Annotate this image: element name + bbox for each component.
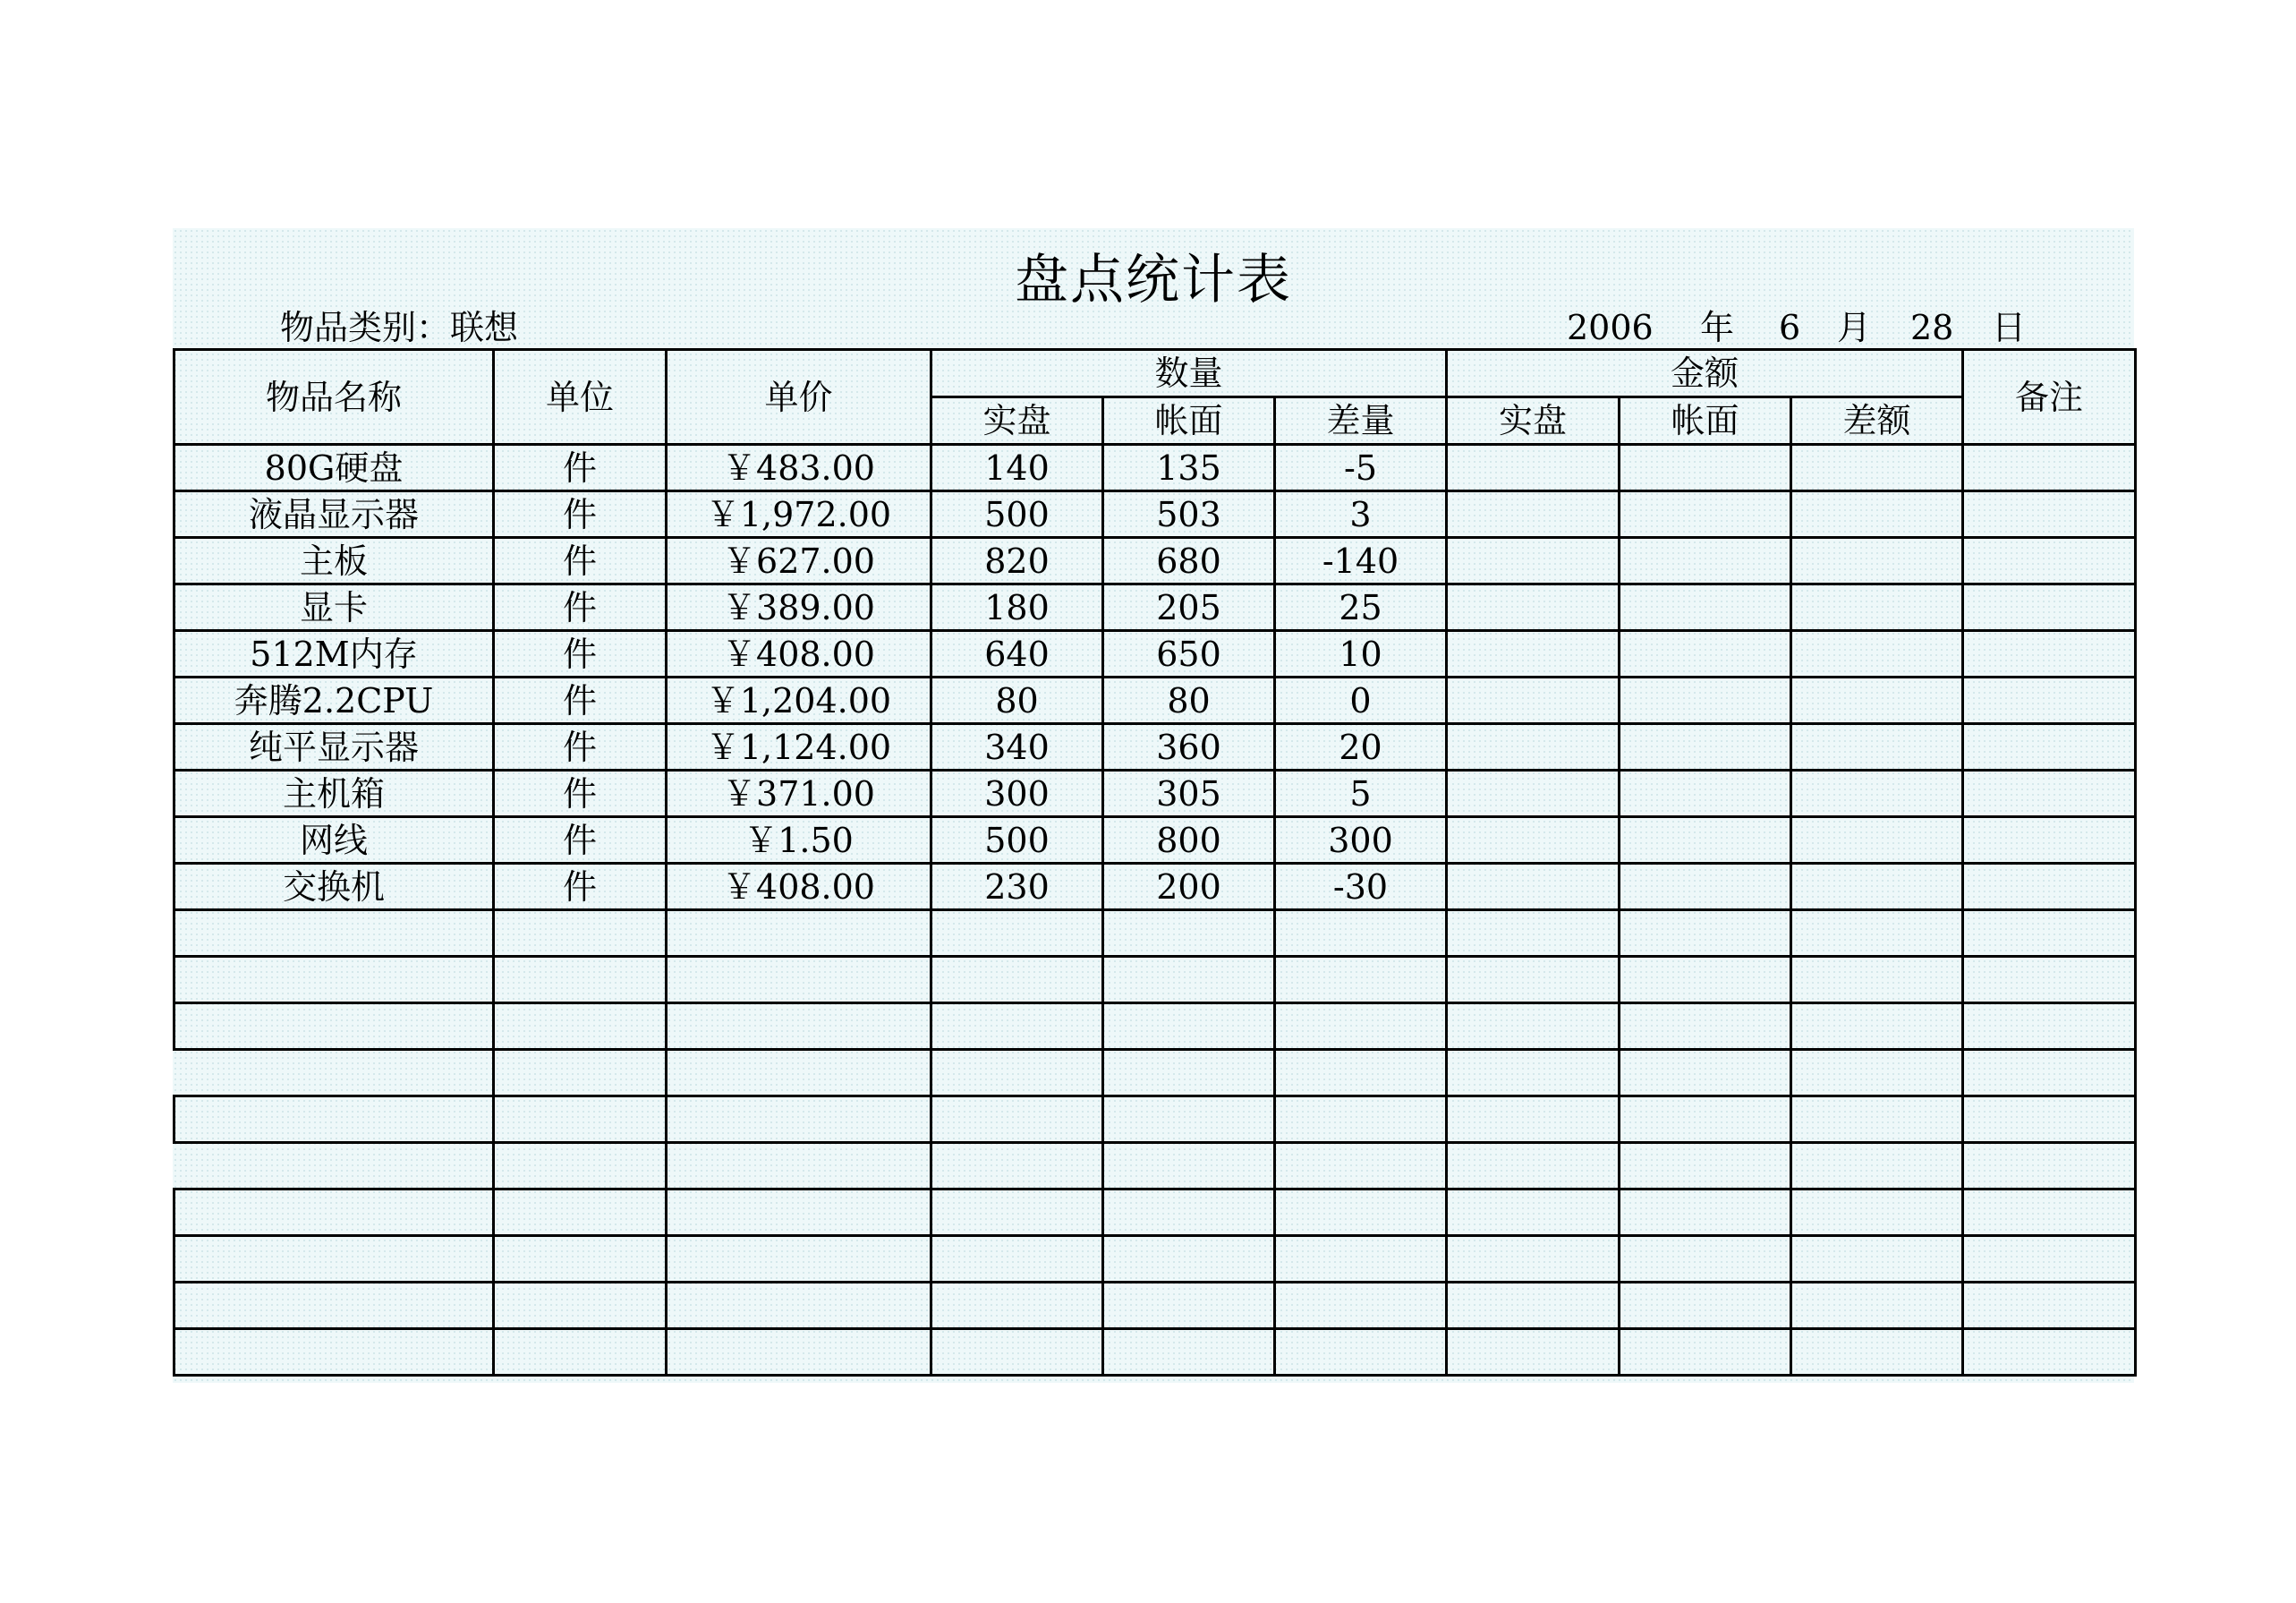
header-amt-book: 帐面 xyxy=(1620,397,1791,445)
cell-remark[interactable] xyxy=(1963,771,2136,817)
cell-qty-diff[interactable]: -30 xyxy=(1275,864,1447,910)
cell-name[interactable]: 512M内存 xyxy=(174,631,494,678)
cell-name[interactable]: 主板 xyxy=(174,538,494,584)
cell-amt-book[interactable] xyxy=(1620,1283,1791,1329)
table-row xyxy=(174,1003,2136,1050)
cell-amt-actual[interactable] xyxy=(1447,957,1620,1003)
cell-qty-actual[interactable] xyxy=(931,1283,1103,1329)
cell-name[interactable] xyxy=(174,1189,494,1236)
cell-unit[interactable] xyxy=(494,1143,667,1189)
cell-price[interactable] xyxy=(667,1189,931,1236)
header-price: 单价 xyxy=(667,350,931,445)
cell-amt-book[interactable] xyxy=(1620,1003,1791,1050)
cell-qty-actual[interactable]: 500 xyxy=(931,817,1103,864)
cell-qty-book[interactable]: 205 xyxy=(1103,584,1275,631)
cell-unit[interactable]: 件 xyxy=(494,491,667,538)
cell-price[interactable] xyxy=(667,1329,931,1376)
cell-remark[interactable] xyxy=(1963,957,2136,1003)
cell-price[interactable] xyxy=(667,1283,931,1329)
cell-name[interactable] xyxy=(174,1096,494,1143)
cell-amt-diff[interactable] xyxy=(1791,1143,1963,1189)
cell-qty-book[interactable] xyxy=(1103,1003,1275,1050)
cell-amt-book[interactable] xyxy=(1620,584,1791,631)
page-title: 盘点统计表 xyxy=(1015,249,1292,311)
cell-qty-book[interactable] xyxy=(1103,910,1275,957)
cell-amt-diff[interactable] xyxy=(1791,817,1963,864)
cell-amt-actual[interactable] xyxy=(1447,1283,1620,1329)
header-qty-book: 帐面 xyxy=(1103,397,1275,445)
cell-name[interactable] xyxy=(174,1283,494,1329)
cell-remark[interactable] xyxy=(1963,864,2136,910)
cell-amt-diff[interactable] xyxy=(1791,1329,1963,1376)
cell-price[interactable] xyxy=(667,1003,931,1050)
cell-amt-book[interactable] xyxy=(1620,1096,1791,1143)
cell-remark[interactable] xyxy=(1963,1329,2136,1376)
header-amount: 金额 xyxy=(1447,350,1963,397)
cell-qty-book[interactable] xyxy=(1103,1283,1275,1329)
cell-unit[interactable]: 件 xyxy=(494,631,667,678)
cell-remark[interactable] xyxy=(1963,817,2136,864)
cell-remark[interactable] xyxy=(1963,1236,2136,1283)
cell-amt-actual[interactable] xyxy=(1447,1143,1620,1189)
category-label: 物品类别：联想 xyxy=(280,308,519,347)
cell-qty-book[interactable]: 360 xyxy=(1103,724,1275,771)
cell-name[interactable] xyxy=(174,1003,494,1050)
cell-remark[interactable] xyxy=(1963,631,2136,678)
cell-amt-book[interactable] xyxy=(1620,631,1791,678)
table-row xyxy=(174,817,2136,864)
cell-price[interactable] xyxy=(667,957,931,1003)
cell-qty-diff[interactable] xyxy=(1275,1096,1447,1143)
cell-amt-book[interactable] xyxy=(1620,1050,1791,1096)
cell-qty-actual[interactable]: 640 xyxy=(931,631,1103,678)
inventory-sheet xyxy=(173,228,2134,1383)
cell-qty-diff[interactable] xyxy=(1275,910,1447,957)
cell-amt-actual[interactable] xyxy=(1447,1003,1620,1050)
date-month-unit: 月 xyxy=(1837,308,1872,347)
table-row xyxy=(174,771,2136,817)
cell-remark[interactable] xyxy=(1963,1003,2136,1050)
cell-price[interactable]: ￥389.00 xyxy=(667,584,931,631)
cell-qty-actual[interactable] xyxy=(931,1236,1103,1283)
cell-amt-actual[interactable] xyxy=(1447,1096,1620,1143)
cell-remark[interactable] xyxy=(1963,678,2136,724)
cell-qty-diff[interactable]: -5 xyxy=(1275,445,1447,491)
cell-amt-book[interactable] xyxy=(1620,445,1791,491)
cell-amt-diff[interactable] xyxy=(1791,491,1963,538)
cell-unit[interactable] xyxy=(494,957,667,1003)
table-row xyxy=(174,584,2136,631)
cell-amt-actual[interactable] xyxy=(1447,864,1620,910)
cell-qty-book[interactable] xyxy=(1103,1236,1275,1283)
date-day: 28 xyxy=(1910,308,1954,347)
table-row xyxy=(174,1143,2136,1189)
cell-qty-diff[interactable] xyxy=(1275,1283,1447,1329)
cell-price[interactable] xyxy=(667,1050,931,1096)
cell-qty-actual[interactable]: 180 xyxy=(931,584,1103,631)
cell-amt-diff[interactable] xyxy=(1791,864,1963,910)
header-qty-actual: 实盘 xyxy=(931,397,1103,445)
inventory-table xyxy=(173,348,2137,1377)
cell-amt-actual[interactable] xyxy=(1447,910,1620,957)
cell-qty-actual[interactable] xyxy=(931,957,1103,1003)
date-year-unit: 年 xyxy=(1700,308,1735,347)
cell-remark[interactable] xyxy=(1963,1050,2136,1096)
cell-amt-book[interactable] xyxy=(1620,1329,1791,1376)
cell-qty-book[interactable]: 650 xyxy=(1103,631,1275,678)
cell-qty-book[interactable]: 135 xyxy=(1103,445,1275,491)
cell-remark[interactable] xyxy=(1963,584,2136,631)
cell-unit[interactable] xyxy=(494,1003,667,1050)
cell-qty-diff[interactable]: 0 xyxy=(1275,678,1447,724)
cell-qty-actual[interactable] xyxy=(931,1189,1103,1236)
cell-name[interactable]: 交换机 xyxy=(174,864,494,910)
cell-amt-book[interactable] xyxy=(1620,1143,1791,1189)
cell-name[interactable] xyxy=(174,957,494,1003)
cell-qty-diff[interactable]: 10 xyxy=(1275,631,1447,678)
cell-qty-book[interactable] xyxy=(1103,1329,1275,1376)
cell-price[interactable]: ￥483.00 xyxy=(667,445,931,491)
cell-unit[interactable] xyxy=(494,1283,667,1329)
header-quantity: 数量 xyxy=(931,350,1447,397)
cell-amt-diff[interactable] xyxy=(1791,724,1963,771)
cell-qty-diff[interactable] xyxy=(1275,957,1447,1003)
cell-amt-actual[interactable] xyxy=(1447,817,1620,864)
cell-name[interactable]: 纯平显示器 xyxy=(174,724,494,771)
header-name: 物品名称 xyxy=(174,350,494,445)
cell-unit[interactable] xyxy=(494,1189,667,1236)
cell-unit[interactable]: 件 xyxy=(494,771,667,817)
cell-qty-diff[interactable]: 20 xyxy=(1275,724,1447,771)
cell-amt-book[interactable] xyxy=(1620,957,1791,1003)
cell-unit[interactable] xyxy=(494,910,667,957)
cell-price[interactable]: ￥1.50 xyxy=(667,817,931,864)
cell-amt-book[interactable] xyxy=(1620,724,1791,771)
table-row xyxy=(174,1283,2136,1329)
cell-unit[interactable]: 件 xyxy=(494,817,667,864)
table-row xyxy=(174,1189,2136,1236)
cell-remark[interactable] xyxy=(1963,724,2136,771)
cell-name[interactable]: 主机箱 xyxy=(174,771,494,817)
header-qty-diff: 差量 xyxy=(1275,397,1447,445)
date-day-unit: 日 xyxy=(1992,308,2027,347)
cell-name[interactable] xyxy=(174,1143,494,1189)
cell-amt-book[interactable] xyxy=(1620,538,1791,584)
header-remark: 备注 xyxy=(1963,350,2136,445)
cell-price[interactable]: ￥1,204.00 xyxy=(667,678,931,724)
table-row xyxy=(174,445,2136,491)
header-amt-actual: 实盘 xyxy=(1447,397,1620,445)
table-row xyxy=(174,910,2136,957)
cell-amt-actual[interactable] xyxy=(1447,445,1620,491)
cell-qty-book[interactable]: 503 xyxy=(1103,491,1275,538)
cell-remark[interactable] xyxy=(1963,1283,2136,1329)
cell-unit[interactable]: 件 xyxy=(494,678,667,724)
table-row xyxy=(174,678,2136,724)
cell-remark[interactable] xyxy=(1963,1096,2136,1143)
cell-price[interactable]: ￥1,124.00 xyxy=(667,724,931,771)
cell-unit[interactable]: 件 xyxy=(494,538,667,584)
table-row xyxy=(174,864,2136,910)
table-row xyxy=(174,1236,2136,1283)
cell-price[interactable]: ￥1,972.00 xyxy=(667,491,931,538)
cell-amt-actual[interactable] xyxy=(1447,724,1620,771)
cell-qty-actual[interactable]: 500 xyxy=(931,491,1103,538)
cell-remark[interactable] xyxy=(1963,538,2136,584)
cell-qty-book[interactable] xyxy=(1103,1189,1275,1236)
cell-amt-diff[interactable] xyxy=(1791,1050,1963,1096)
cell-qty-actual[interactable] xyxy=(931,1329,1103,1376)
cell-qty-book[interactable]: 80 xyxy=(1103,678,1275,724)
cell-amt-diff[interactable] xyxy=(1791,1003,1963,1050)
cell-amt-book[interactable] xyxy=(1620,910,1791,957)
cell-qty-diff[interactable] xyxy=(1275,1050,1447,1096)
header-amt-diff: 差额 xyxy=(1791,397,1963,445)
cell-price[interactable] xyxy=(667,1236,931,1283)
cell-amt-diff[interactable] xyxy=(1791,538,1963,584)
cell-price[interactable]: ￥408.00 xyxy=(667,631,931,678)
cell-qty-diff[interactable] xyxy=(1275,1329,1447,1376)
cell-amt-diff[interactable] xyxy=(1791,445,1963,491)
cell-price[interactable]: ￥627.00 xyxy=(667,538,931,584)
cell-qty-diff[interactable]: 25 xyxy=(1275,584,1447,631)
cell-amt-diff[interactable] xyxy=(1791,584,1963,631)
table-row xyxy=(174,631,2136,678)
cell-amt-diff[interactable] xyxy=(1791,957,1963,1003)
cell-amt-book[interactable] xyxy=(1620,1236,1791,1283)
cell-qty-book[interactable]: 800 xyxy=(1103,817,1275,864)
cell-qty-book[interactable]: 305 xyxy=(1103,771,1275,817)
cell-unit[interactable]: 件 xyxy=(494,864,667,910)
cell-qty-diff[interactable] xyxy=(1275,1003,1447,1050)
cell-price[interactable] xyxy=(667,1096,931,1143)
cell-qty-book[interactable]: 200 xyxy=(1103,864,1275,910)
cell-qty-book[interactable]: 680 xyxy=(1103,538,1275,584)
cell-remark[interactable] xyxy=(1963,1189,2136,1236)
cell-amt-diff[interactable] xyxy=(1791,631,1963,678)
cell-amt-diff[interactable] xyxy=(1791,1283,1963,1329)
table-row xyxy=(174,1096,2136,1143)
cell-qty-actual[interactable]: 140 xyxy=(931,445,1103,491)
cell-qty-actual[interactable] xyxy=(931,1143,1103,1189)
table-row xyxy=(174,1050,2136,1096)
cell-unit[interactable] xyxy=(494,1050,667,1096)
date-year: 2006 xyxy=(1567,308,1654,347)
cell-name[interactable]: 显卡 xyxy=(174,584,494,631)
cell-amt-diff[interactable] xyxy=(1791,678,1963,724)
cell-qty-actual[interactable] xyxy=(931,1050,1103,1096)
cell-remark[interactable] xyxy=(1963,1143,2136,1189)
cell-name[interactable]: 液晶显示器 xyxy=(174,491,494,538)
cell-amt-diff[interactable] xyxy=(1791,910,1963,957)
cell-qty-actual[interactable]: 230 xyxy=(931,864,1103,910)
cell-remark[interactable] xyxy=(1963,491,2136,538)
cell-amt-actual[interactable] xyxy=(1447,538,1620,584)
cell-unit[interactable] xyxy=(494,1096,667,1143)
cell-qty-diff[interactable]: 5 xyxy=(1275,771,1447,817)
cell-qty-book[interactable] xyxy=(1103,1143,1275,1189)
cell-qty-diff[interactable]: 300 xyxy=(1275,817,1447,864)
cell-qty-actual[interactable] xyxy=(931,1003,1103,1050)
cell-qty-actual[interactable]: 340 xyxy=(931,724,1103,771)
cell-amt-book[interactable] xyxy=(1620,1189,1791,1236)
table-row xyxy=(174,491,2136,538)
cell-unit[interactable] xyxy=(494,1329,667,1376)
cell-amt-diff[interactable] xyxy=(1791,1096,1963,1143)
cell-name[interactable] xyxy=(174,910,494,957)
table-row xyxy=(174,957,2136,1003)
header-unit: 单位 xyxy=(494,350,667,445)
cell-qty-actual[interactable]: 300 xyxy=(931,771,1103,817)
cell-qty-book[interactable] xyxy=(1103,1096,1275,1143)
cell-amt-diff[interactable] xyxy=(1791,1189,1963,1236)
cell-amt-diff[interactable] xyxy=(1791,771,1963,817)
cell-amt-actual[interactable] xyxy=(1447,1189,1620,1236)
cell-amt-book[interactable] xyxy=(1620,864,1791,910)
cell-amt-actual[interactable] xyxy=(1447,1050,1620,1096)
cell-amt-actual[interactable] xyxy=(1447,584,1620,631)
cell-amt-actual[interactable] xyxy=(1447,491,1620,538)
cell-qty-diff[interactable] xyxy=(1275,1189,1447,1236)
cell-qty-book[interactable] xyxy=(1103,957,1275,1003)
cell-qty-diff[interactable]: -140 xyxy=(1275,538,1447,584)
cell-unit[interactable]: 件 xyxy=(494,584,667,631)
cell-price[interactable]: ￥371.00 xyxy=(667,771,931,817)
cell-name[interactable] xyxy=(174,1236,494,1283)
cell-price[interactable]: ￥408.00 xyxy=(667,864,931,910)
cell-name[interactable] xyxy=(174,1329,494,1376)
cell-amt-actual[interactable] xyxy=(1447,771,1620,817)
cell-amt-actual[interactable] xyxy=(1447,1236,1620,1283)
cell-remark[interactable] xyxy=(1963,910,2136,957)
cell-price[interactable] xyxy=(667,910,931,957)
cell-qty-actual[interactable] xyxy=(931,1096,1103,1143)
cell-amt-diff[interactable] xyxy=(1791,1236,1963,1283)
cell-name[interactable]: 奔腾2.2CPU xyxy=(174,678,494,724)
cell-name[interactable]: 网线 xyxy=(174,817,494,864)
cell-unit[interactable] xyxy=(494,1236,667,1283)
cell-qty-actual[interactable]: 820 xyxy=(931,538,1103,584)
cell-name[interactable] xyxy=(174,1050,494,1096)
cell-amt-book[interactable] xyxy=(1620,771,1791,817)
cell-amt-actual[interactable] xyxy=(1447,631,1620,678)
cell-qty-actual[interactable] xyxy=(931,910,1103,957)
cell-name[interactable]: 80G硬盘 xyxy=(174,445,494,491)
cell-qty-diff[interactable]: 3 xyxy=(1275,491,1447,538)
cell-qty-actual[interactable]: 80 xyxy=(931,678,1103,724)
cell-price[interactable] xyxy=(667,1143,931,1189)
date-month: 6 xyxy=(1779,308,1801,347)
table-row xyxy=(174,538,2136,584)
cell-unit[interactable]: 件 xyxy=(494,445,667,491)
cell-qty-diff[interactable] xyxy=(1275,1236,1447,1283)
cell-remark[interactable] xyxy=(1963,445,2136,491)
cell-unit[interactable]: 件 xyxy=(494,724,667,771)
table-row xyxy=(174,1329,2136,1376)
cell-qty-book[interactable] xyxy=(1103,1050,1275,1096)
table-row xyxy=(174,724,2136,771)
cell-amt-actual[interactable] xyxy=(1447,1329,1620,1376)
cell-amt-book[interactable] xyxy=(1620,678,1791,724)
cell-qty-diff[interactable] xyxy=(1275,1143,1447,1189)
cell-amt-actual[interactable] xyxy=(1447,678,1620,724)
cell-amt-book[interactable] xyxy=(1620,491,1791,538)
cell-amt-book[interactable] xyxy=(1620,817,1791,864)
